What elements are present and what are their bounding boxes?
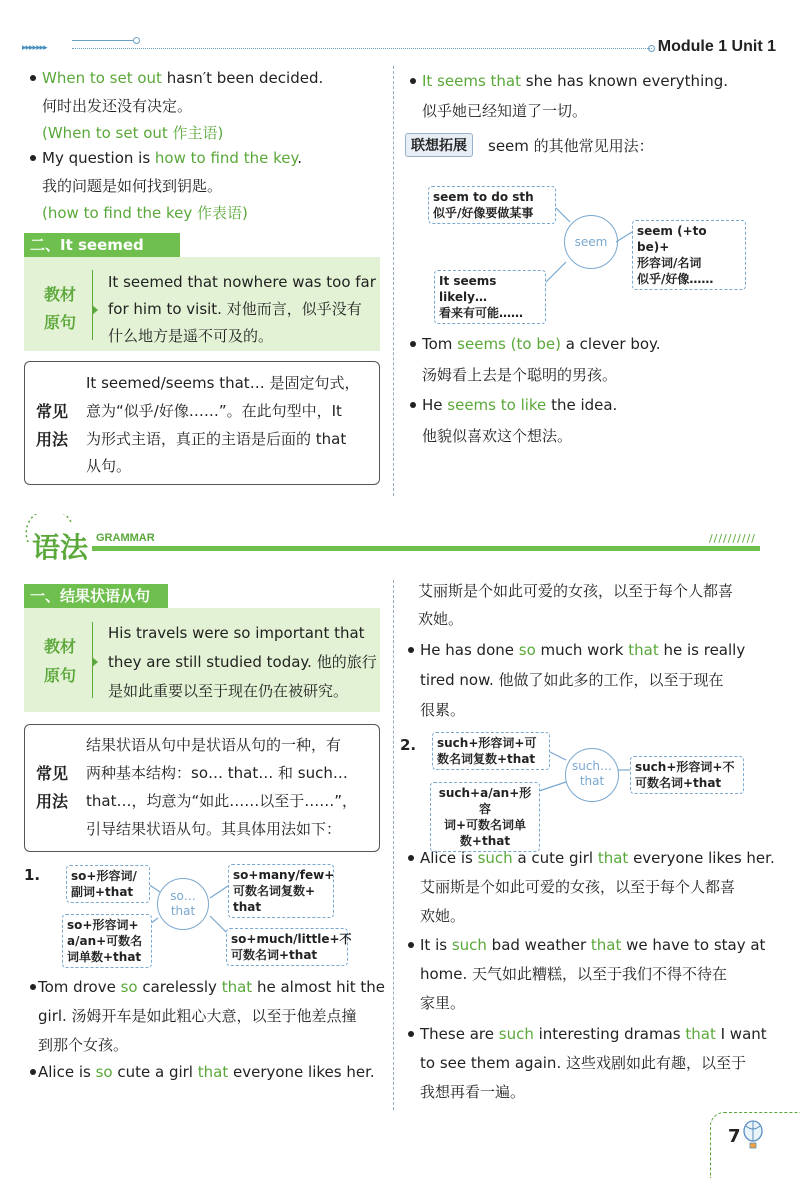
header-dot-end [648, 45, 655, 52]
example-sentence: 家里。 [420, 994, 466, 1012]
usage-bubble: such+形容词+可 数名词复数+that [432, 732, 550, 770]
textbook-line: 什么地方是遥不可及的。 [108, 327, 274, 345]
diagram-number: 2. [400, 736, 417, 754]
example-translation: 汤姆看上去是个聪明的男孩。 [422, 366, 618, 384]
bullet [30, 1069, 36, 1075]
usage-bubble: such+a/an+形容 词+可数名词单 数+that [430, 782, 540, 852]
example-sentence: It is such bad weather that we have to stay at [420, 936, 766, 954]
textbook-line: 是如此重要以至于现在仍在被研究。 [108, 682, 349, 700]
box-label: 常见 [35, 402, 68, 421]
section-heading: 二、It seemed [24, 233, 180, 257]
usage-line: 意为“似乎/好像……”。在此句型中，It [86, 402, 342, 420]
example-sentence: Tom drove so carelessly that he almost hit the [38, 978, 386, 996]
box-label: 用法 [35, 430, 68, 449]
bullet [408, 1031, 414, 1037]
usage-line: It seemed/seems that… 是固定句式， [86, 374, 360, 392]
example-sentence: These are such interesting dramas that I want [420, 1025, 767, 1043]
textbook-line: His travels were so important that [108, 624, 365, 642]
association-tag: 联想拓展 [405, 133, 473, 157]
header-dotted-rule [72, 48, 652, 49]
seem-center-circle: seem [564, 215, 618, 269]
example-sentence: 很累。 [420, 701, 466, 719]
example-note: (how to find the key 作表语) [42, 204, 248, 222]
example-sentence: girl. 汤姆开车是如此粗心大意，以至于他差点撞 [38, 1007, 357, 1025]
box-label: 教材 [43, 285, 76, 304]
module-title: Module 1 Unit 1 [657, 38, 776, 55]
example-note: (When to set out 作主语) [42, 124, 224, 142]
usage-bubble: so+much/little+不 可数名词+that [226, 928, 348, 966]
pointer-triangle [92, 657, 98, 667]
bullet [30, 984, 36, 990]
example-sentence: tired now. 他做了如此多的工作，以至于现在 [420, 671, 724, 689]
grammar-slashes: ////////// [708, 532, 756, 545]
such-that-center-circle: such… that [565, 748, 619, 802]
usage-line: 从句。 [86, 457, 132, 475]
bullet [410, 341, 416, 347]
bullet [410, 402, 416, 408]
bullet [408, 647, 414, 653]
bullet [30, 155, 36, 161]
bullet [30, 75, 36, 81]
box-label: 用法 [35, 792, 68, 811]
grammar-bar [92, 546, 760, 551]
example-sentence: to see them again. 这些戏剧如此有趣，以至于 [420, 1054, 746, 1072]
example-translation: 欢她。 [418, 610, 464, 628]
textbook-line: for him to visit. 对他而言，似乎没有 [108, 300, 362, 318]
textbook-line: they are still studied today. 他的旅行 [108, 653, 377, 671]
example-translation: 艾丽斯是个如此可爱的女孩，以至于每个人都喜 [418, 582, 734, 600]
association-text: seem 的其他常见用法： [488, 137, 654, 155]
example-translation: 似乎她已经知道了一切。 [422, 102, 588, 120]
header-arrows: ▸▸▸▸▸▸▸ [22, 43, 47, 53]
header-dot [133, 37, 140, 44]
example-sentence: My question is how to find the key. [42, 149, 302, 167]
example-sentence: It seems that she has known everything. [422, 72, 729, 90]
bullet [410, 78, 416, 84]
section-heading: 一、结果状语从句 [24, 584, 168, 608]
example-sentence: 欢她。 [420, 907, 466, 925]
example-sentence: 到那个女孩。 [38, 1036, 129, 1054]
so-that-center-circle: so… that [157, 878, 209, 930]
example-translation: 我的问题是如何找到钥匙。 [42, 177, 223, 195]
page-number: 7 [728, 1126, 741, 1147]
usage-line: 为形式主语，真正的主语是后面的 that [86, 430, 347, 448]
example-sentence: When to set out hasn′t been decided. [42, 69, 324, 87]
balloon-icon [742, 1120, 764, 1150]
box-label: 原句 [43, 666, 76, 685]
example-translation: 何时出发还没有决定。 [42, 97, 193, 115]
column-divider-bottom [393, 580, 394, 1110]
usage-line: 两种基本结构：so… that… 和 such… [86, 764, 348, 782]
example-sentence: 艾丽斯是个如此可爱的女孩，以至于每个人都喜 [420, 878, 736, 896]
textbook-line: It seemed that nowhere was too far [108, 273, 376, 291]
example-sentence: He has done so much work that he is really [420, 641, 746, 659]
pointer-triangle [92, 305, 98, 315]
usage-bubble: so+many/few+ 可数名词复数+ that [228, 864, 334, 918]
diagram-number: 1. [24, 866, 41, 884]
usage-line: 结果状语从句中是状语从句的一种，有 [86, 736, 342, 754]
column-divider-top [393, 66, 394, 496]
example-sentence: Alice is so cute a girl that everyone likes her. [38, 1063, 375, 1081]
usage-bubble: so+形容词/ 副词+that [66, 865, 150, 903]
example-sentence: Alice is such a cute girl that everyone likes her. [420, 849, 775, 867]
usage-line: that…，均意为“如此……以至于……”， [86, 792, 358, 810]
box-label: 常见 [35, 764, 68, 783]
usage-bubble: seem to do sth 似乎/好像要做某事 [428, 186, 556, 224]
usage-bubble: seem (+to be)+ 形容词/名词 似乎/好像…… [632, 220, 746, 290]
header-rule [72, 40, 134, 41]
usage-bubble: such+形容词+不 可数名词+that [630, 756, 744, 794]
example-sentence: home. 天气如此糟糕，以至于我们不得不待在 [420, 965, 728, 983]
grammar-subtitle: GRAMMAR [96, 532, 155, 544]
bullet [408, 942, 414, 948]
example-translation: 他貌似喜欢这个想法。 [422, 427, 573, 445]
usage-bubble: It seems likely… 看来有可能…… [434, 270, 546, 324]
bullet [408, 855, 414, 861]
grammar-title: 语法 [32, 531, 89, 564]
box-label: 教材 [43, 637, 76, 656]
usage-bubble: so+形容词+ a/an+可数名 词单数+that [62, 914, 152, 968]
box-label: 原句 [43, 313, 76, 332]
usage-line: 引导结果状语从句。其具体用法如下： [86, 820, 342, 838]
example-sentence: 我想再看一遍。 [420, 1083, 526, 1101]
example-sentence: He seems to like the idea. [422, 396, 618, 414]
example-sentence: Tom seems (to be) a clever boy. [422, 335, 661, 353]
